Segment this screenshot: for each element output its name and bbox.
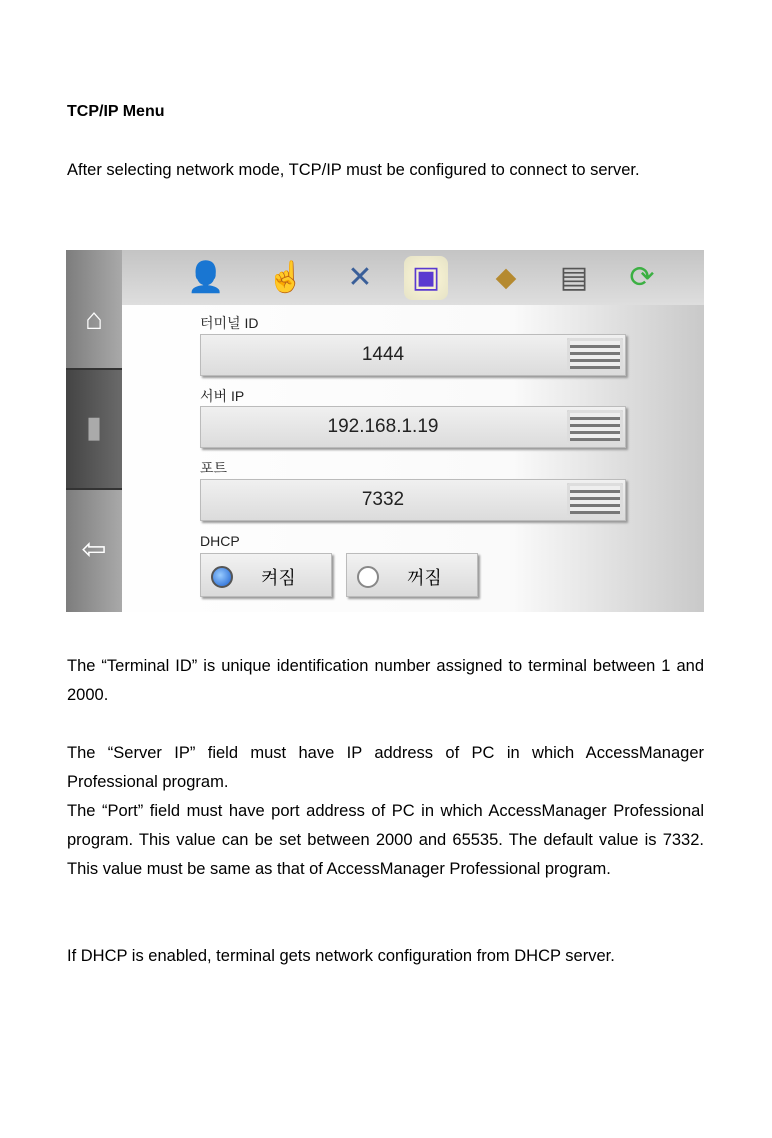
- dhcp-off-label: 꺼짐: [407, 568, 442, 588]
- terminal-id-paragraph: The “Terminal ID” is unique identification number assigned to terminal between 1 and 2000.: [67, 657, 704, 704]
- keypad-icon[interactable]: [567, 410, 623, 444]
- dhcp-on-radio[interactable]: [200, 553, 332, 597]
- terminal-id-field[interactable]: [200, 334, 626, 376]
- port-label: 포트: [200, 460, 228, 476]
- terminal-id-value: 1444: [361, 344, 405, 365]
- port-paragraph: The “Port” field must have port address of PC in which AccessManager Professional program. This value can be set between 2000 and 65535. The default value is 7332. This value must be same as that of AccessManager Professional program.: [67, 802, 704, 878]
- port-field[interactable]: [200, 479, 626, 521]
- fingerprint-icon[interactable]: ☝: [267, 261, 305, 294]
- section-title: TCP/IP Menu: [67, 103, 165, 120]
- tools-icon[interactable]: ✕: [347, 261, 373, 294]
- refresh-icon[interactable]: ⟳: [629, 261, 655, 294]
- port-value: 7332: [361, 489, 405, 510]
- server-ip-field[interactable]: [200, 406, 626, 448]
- keypad-icon[interactable]: [567, 338, 623, 372]
- terminal-id-label: 터미널 ID: [200, 315, 259, 331]
- side-bar: [66, 250, 122, 612]
- dhcp-on-label: 켜짐: [261, 568, 296, 588]
- dhcp-paragraph: If DHCP is enabled, terminal gets network configuration from DHCP server.: [67, 947, 615, 965]
- usb-icon[interactable]: ⬥: [495, 261, 517, 294]
- server-ip-value: 192.168.1.19: [327, 416, 439, 437]
- server-ip-paragraph: The “Server IP” field must have IP address of PC in which AccessManager Professional program.: [67, 744, 704, 791]
- keypad-icon[interactable]: [567, 483, 623, 517]
- user-icon[interactable]: 👤: [187, 261, 225, 294]
- intro-paragraph: After selecting network mode, TCP/IP must be configured to connect to server.: [67, 161, 640, 179]
- top-icon-bar: [122, 250, 704, 305]
- save-icon[interactable]: ▮: [85, 411, 103, 444]
- server-ip-label: 서버 IP: [200, 388, 245, 404]
- printer-icon[interactable]: ▤: [559, 261, 589, 294]
- dhcp-label: DHCP: [200, 533, 240, 549]
- back-icon[interactable]: ⇦: [81, 533, 107, 566]
- radio-selected-icon: [211, 566, 233, 588]
- home-icon[interactable]: ⌂: [84, 303, 104, 336]
- radio-unselected-icon: [357, 566, 379, 588]
- dhcp-off-radio[interactable]: [346, 553, 478, 597]
- network-icon[interactable]: ▣: [404, 256, 448, 300]
- tcpip-screenshot: [66, 250, 704, 612]
